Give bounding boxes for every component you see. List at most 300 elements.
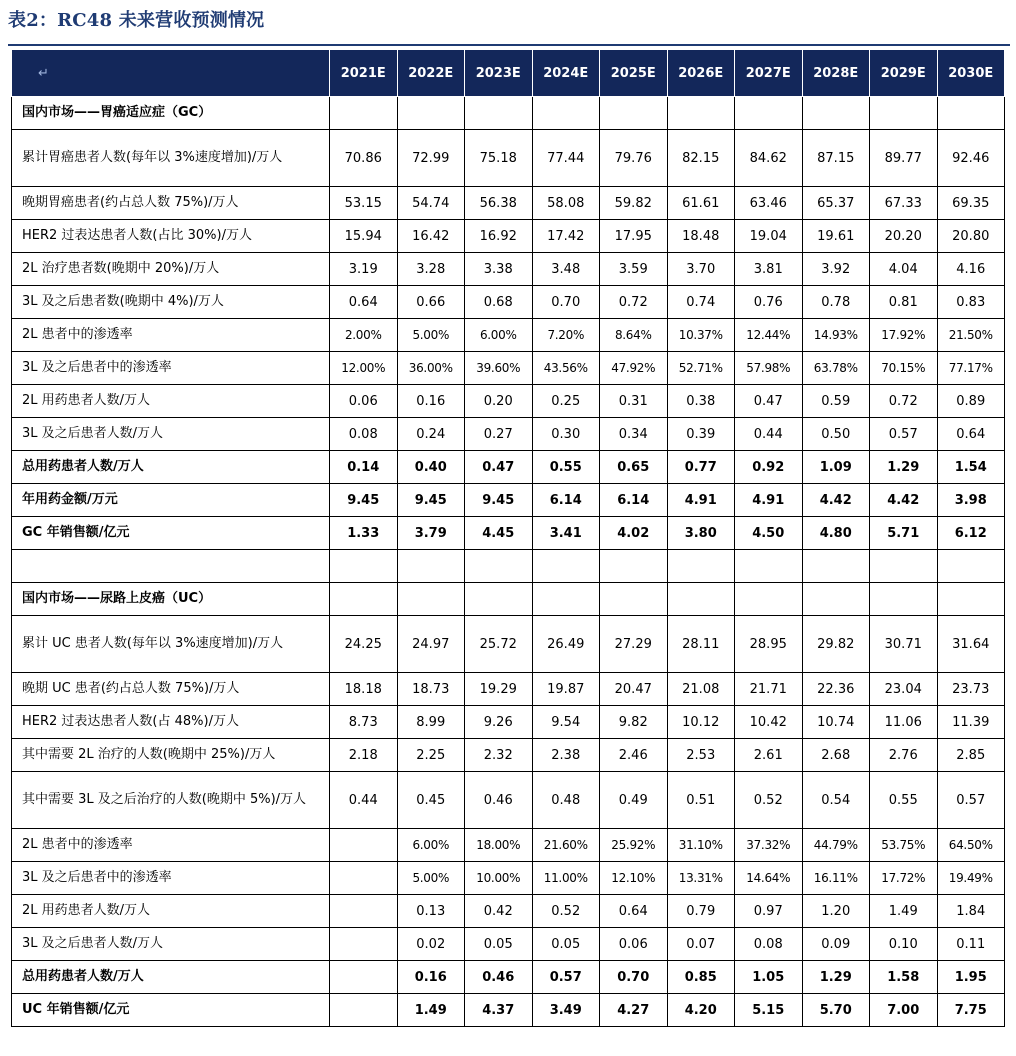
value-cell: 3.28 bbox=[397, 253, 465, 286]
value-cell: 28.11 bbox=[667, 616, 735, 673]
value-cell bbox=[465, 550, 533, 583]
value-cell: 8.99 bbox=[397, 706, 465, 739]
row-label: 2L 用药患者人数/万人 bbox=[12, 385, 330, 418]
value-cell bbox=[735, 97, 803, 130]
value-cell: 9.45 bbox=[465, 484, 533, 517]
value-cell: 4.02 bbox=[600, 517, 668, 550]
value-cell: 3.48 bbox=[532, 253, 600, 286]
row-label: 2L 用药患者人数/万人 bbox=[12, 895, 330, 928]
value-cell: 0.05 bbox=[532, 928, 600, 961]
value-cell: 0.09 bbox=[802, 928, 870, 961]
value-cell: 3.81 bbox=[735, 253, 803, 286]
value-cell: 4.04 bbox=[870, 253, 938, 286]
value-cell: 24.25 bbox=[330, 616, 398, 673]
total-row bbox=[12, 451, 1005, 484]
value-cell: 1.49 bbox=[397, 994, 465, 1027]
row-label bbox=[12, 550, 330, 583]
table-body bbox=[12, 97, 1005, 1027]
row-label: HER2 过表达患者人数(占 48%)/万人 bbox=[12, 706, 330, 739]
table-row bbox=[12, 418, 1005, 451]
value-cell bbox=[465, 97, 533, 130]
value-cell: 12.44% bbox=[735, 319, 803, 352]
value-cell: 0.79 bbox=[667, 895, 735, 928]
row-label: 晚期 UC 患者(约占总人数 75%)/万人 bbox=[12, 673, 330, 706]
table-row bbox=[12, 220, 1005, 253]
value-cell: 0.72 bbox=[870, 385, 938, 418]
value-cell: 0.31 bbox=[600, 385, 668, 418]
value-cell: 37.32% bbox=[735, 829, 803, 862]
value-cell bbox=[532, 583, 600, 616]
value-cell: 0.48 bbox=[532, 772, 600, 829]
table-row bbox=[12, 319, 1005, 352]
value-cell: 20.20 bbox=[870, 220, 938, 253]
value-cell: 2.53 bbox=[667, 739, 735, 772]
value-cell: 21.08 bbox=[667, 673, 735, 706]
value-cell: 17.42 bbox=[532, 220, 600, 253]
value-cell: 0.13 bbox=[397, 895, 465, 928]
value-cell: 19.87 bbox=[532, 673, 600, 706]
value-cell: 0.54 bbox=[802, 772, 870, 829]
title-underline bbox=[8, 44, 1010, 46]
value-cell: 63.78% bbox=[802, 352, 870, 385]
value-cell: 2.18 bbox=[330, 739, 398, 772]
value-cell bbox=[600, 97, 668, 130]
value-cell bbox=[532, 97, 600, 130]
value-cell: 2.61 bbox=[735, 739, 803, 772]
table-row bbox=[12, 928, 1005, 961]
value-cell: 10.00% bbox=[465, 862, 533, 895]
table-row bbox=[12, 862, 1005, 895]
value-cell: 12.00% bbox=[330, 352, 398, 385]
value-cell: 10.74 bbox=[802, 706, 870, 739]
value-cell: 1.49 bbox=[870, 895, 938, 928]
value-cell: 3.70 bbox=[667, 253, 735, 286]
value-cell: 0.89 bbox=[937, 385, 1005, 418]
value-cell: 2.25 bbox=[397, 739, 465, 772]
value-cell: 0.85 bbox=[667, 961, 735, 994]
value-cell: 25.92% bbox=[600, 829, 668, 862]
value-cell: 4.20 bbox=[667, 994, 735, 1027]
value-cell: 6.00% bbox=[397, 829, 465, 862]
value-cell: 4.45 bbox=[465, 517, 533, 550]
year-header: 2021E bbox=[330, 50, 398, 97]
row-label: GC 年销售额/亿元 bbox=[12, 517, 330, 550]
value-cell: 3.19 bbox=[330, 253, 398, 286]
value-cell: 0.46 bbox=[465, 961, 533, 994]
spacer-row bbox=[12, 550, 1005, 583]
value-cell: 20.47 bbox=[600, 673, 668, 706]
value-cell bbox=[465, 583, 533, 616]
value-cell: 14.93% bbox=[802, 319, 870, 352]
value-cell: 25.72 bbox=[465, 616, 533, 673]
forecast-table-container bbox=[11, 49, 1006, 1027]
row-label: 晚期胃癌患者(约占总人数 75%)/万人 bbox=[12, 187, 330, 220]
value-cell: 0.50 bbox=[802, 418, 870, 451]
value-cell: 84.62 bbox=[735, 130, 803, 187]
value-cell: 30.71 bbox=[870, 616, 938, 673]
value-cell: 7.00 bbox=[870, 994, 938, 1027]
row-label: 3L 及之后患者人数/万人 bbox=[12, 928, 330, 961]
value-cell: 18.48 bbox=[667, 220, 735, 253]
value-cell: 63.46 bbox=[735, 187, 803, 220]
table-row bbox=[12, 739, 1005, 772]
value-cell: 0.81 bbox=[870, 286, 938, 319]
value-cell: 21.50% bbox=[937, 319, 1005, 352]
value-cell: 3.98 bbox=[937, 484, 1005, 517]
value-cell: 0.30 bbox=[532, 418, 600, 451]
row-label: 其中需要 2L 治疗的人数(晚期中 25%)/万人 bbox=[12, 739, 330, 772]
value-cell: 1.09 bbox=[802, 451, 870, 484]
value-cell bbox=[667, 550, 735, 583]
value-cell: 1.54 bbox=[937, 451, 1005, 484]
value-cell: 0.47 bbox=[465, 451, 533, 484]
table-row bbox=[12, 130, 1005, 187]
row-label: 3L 及之后患者中的渗透率 bbox=[12, 862, 330, 895]
row-label: 累计 UC 患者人数(每年以 3%速度增加)/万人 bbox=[12, 616, 330, 673]
value-cell: 4.42 bbox=[870, 484, 938, 517]
value-cell: 4.42 bbox=[802, 484, 870, 517]
value-cell: 1.58 bbox=[870, 961, 938, 994]
table-row bbox=[12, 616, 1005, 673]
value-cell: 58.08 bbox=[532, 187, 600, 220]
value-cell bbox=[330, 829, 398, 862]
value-cell: 0.70 bbox=[600, 961, 668, 994]
value-cell: 0.97 bbox=[735, 895, 803, 928]
value-cell: 2.32 bbox=[465, 739, 533, 772]
value-cell: 18.00% bbox=[465, 829, 533, 862]
value-cell: 4.80 bbox=[802, 517, 870, 550]
value-cell: 11.39 bbox=[937, 706, 1005, 739]
value-cell: 0.16 bbox=[397, 385, 465, 418]
value-cell: 19.61 bbox=[802, 220, 870, 253]
value-cell: 12.10% bbox=[600, 862, 668, 895]
value-cell: 3.49 bbox=[532, 994, 600, 1027]
value-cell: 2.85 bbox=[937, 739, 1005, 772]
value-cell: 2.00% bbox=[330, 319, 398, 352]
value-cell bbox=[330, 961, 398, 994]
value-cell bbox=[802, 583, 870, 616]
total-row bbox=[12, 961, 1005, 994]
value-cell: 5.71 bbox=[870, 517, 938, 550]
value-cell bbox=[330, 97, 398, 130]
value-cell: 19.04 bbox=[735, 220, 803, 253]
value-cell: 20.80 bbox=[937, 220, 1005, 253]
value-cell: 53.15 bbox=[330, 187, 398, 220]
total-row bbox=[12, 517, 1005, 550]
value-cell: 1.20 bbox=[802, 895, 870, 928]
value-cell: 0.55 bbox=[532, 451, 600, 484]
total-row bbox=[12, 484, 1005, 517]
year-header: 2024E bbox=[532, 50, 600, 97]
value-cell: 14.64% bbox=[735, 862, 803, 895]
value-cell: 0.20 bbox=[465, 385, 533, 418]
value-cell: 0.38 bbox=[667, 385, 735, 418]
value-cell: 0.52 bbox=[532, 895, 600, 928]
value-cell: 0.83 bbox=[937, 286, 1005, 319]
value-cell: 2.46 bbox=[600, 739, 668, 772]
value-cell: 77.44 bbox=[532, 130, 600, 187]
value-cell: 3.80 bbox=[667, 517, 735, 550]
value-cell: 7.75 bbox=[937, 994, 1005, 1027]
value-cell: 6.14 bbox=[532, 484, 600, 517]
value-cell: 4.27 bbox=[600, 994, 668, 1027]
value-cell: 0.14 bbox=[330, 451, 398, 484]
year-header: 2029E bbox=[870, 50, 938, 97]
row-label: 累计胃癌患者人数(每年以 3%速度增加)/万人 bbox=[12, 130, 330, 187]
value-cell: 59.82 bbox=[600, 187, 668, 220]
value-cell: 70.15% bbox=[870, 352, 938, 385]
value-cell: 77.17% bbox=[937, 352, 1005, 385]
value-cell: 0.16 bbox=[397, 961, 465, 994]
value-cell: 4.50 bbox=[735, 517, 803, 550]
value-cell: 0.64 bbox=[937, 418, 1005, 451]
value-cell: 0.44 bbox=[330, 772, 398, 829]
value-cell: 0.24 bbox=[397, 418, 465, 451]
value-cell: 3.92 bbox=[802, 253, 870, 286]
row-label: 3L 及之后患者数(晚期中 4%)/万人 bbox=[12, 286, 330, 319]
value-cell: 56.38 bbox=[465, 187, 533, 220]
value-cell: 64.50% bbox=[937, 829, 1005, 862]
value-cell: 17.72% bbox=[870, 862, 938, 895]
value-cell: 65.37 bbox=[802, 187, 870, 220]
section-label: 国内市场——尿路上皮癌（UC） bbox=[12, 583, 330, 616]
header-corner: ↵ bbox=[12, 50, 330, 97]
value-cell: 0.47 bbox=[735, 385, 803, 418]
value-cell: 47.92% bbox=[600, 352, 668, 385]
table-row bbox=[12, 253, 1005, 286]
row-label: 3L 及之后患者人数/万人 bbox=[12, 418, 330, 451]
value-cell: 0.07 bbox=[667, 928, 735, 961]
revenue-forecast-table bbox=[11, 49, 1005, 1027]
value-cell: 5.00% bbox=[397, 319, 465, 352]
value-cell bbox=[532, 550, 600, 583]
value-cell: 4.37 bbox=[465, 994, 533, 1027]
value-cell: 11.00% bbox=[532, 862, 600, 895]
value-cell: 31.10% bbox=[667, 829, 735, 862]
year-header: 2022E bbox=[397, 50, 465, 97]
row-label: 3L 及之后患者中的渗透率 bbox=[12, 352, 330, 385]
value-cell bbox=[667, 583, 735, 616]
year-header: 2023E bbox=[465, 50, 533, 97]
value-cell: 13.31% bbox=[667, 862, 735, 895]
value-cell bbox=[330, 994, 398, 1027]
value-cell: 6.00% bbox=[465, 319, 533, 352]
value-cell bbox=[937, 550, 1005, 583]
value-cell: 39.60% bbox=[465, 352, 533, 385]
value-cell: 29.82 bbox=[802, 616, 870, 673]
value-cell: 44.79% bbox=[802, 829, 870, 862]
row-label: 总用药患者人数/万人 bbox=[12, 451, 330, 484]
value-cell: 89.77 bbox=[870, 130, 938, 187]
value-cell: 0.39 bbox=[667, 418, 735, 451]
value-cell: 26.49 bbox=[532, 616, 600, 673]
value-cell: 1.84 bbox=[937, 895, 1005, 928]
value-cell bbox=[330, 895, 398, 928]
value-cell: 4.91 bbox=[735, 484, 803, 517]
value-cell: 1.95 bbox=[937, 961, 1005, 994]
value-cell: 0.59 bbox=[802, 385, 870, 418]
value-cell: 8.73 bbox=[330, 706, 398, 739]
value-cell: 28.95 bbox=[735, 616, 803, 673]
value-cell bbox=[397, 550, 465, 583]
value-cell: 72.99 bbox=[397, 130, 465, 187]
value-cell: 92.46 bbox=[937, 130, 1005, 187]
value-cell bbox=[870, 97, 938, 130]
table-row bbox=[12, 352, 1005, 385]
value-cell: 24.97 bbox=[397, 616, 465, 673]
row-label: 2L 患者中的渗透率 bbox=[12, 829, 330, 862]
value-cell: 0.10 bbox=[870, 928, 938, 961]
value-cell: 0.65 bbox=[600, 451, 668, 484]
value-cell bbox=[937, 97, 1005, 130]
value-cell: 0.92 bbox=[735, 451, 803, 484]
table-row bbox=[12, 895, 1005, 928]
value-cell: 8.64% bbox=[600, 319, 668, 352]
row-label: 年用药金额/万元 bbox=[12, 484, 330, 517]
value-cell: 0.02 bbox=[397, 928, 465, 961]
value-cell: 0.64 bbox=[600, 895, 668, 928]
year-header: 2027E bbox=[735, 50, 803, 97]
value-cell bbox=[735, 583, 803, 616]
value-cell bbox=[330, 583, 398, 616]
value-cell: 9.26 bbox=[465, 706, 533, 739]
value-cell: 0.34 bbox=[600, 418, 668, 451]
value-cell bbox=[937, 583, 1005, 616]
value-cell: 27.29 bbox=[600, 616, 668, 673]
value-cell: 6.12 bbox=[937, 517, 1005, 550]
value-cell: 17.92% bbox=[870, 319, 938, 352]
value-cell: 23.04 bbox=[870, 673, 938, 706]
value-cell: 75.18 bbox=[465, 130, 533, 187]
header-row bbox=[12, 50, 1005, 97]
value-cell: 36.00% bbox=[397, 352, 465, 385]
value-cell: 11.06 bbox=[870, 706, 938, 739]
value-cell: 0.46 bbox=[465, 772, 533, 829]
value-cell: 87.15 bbox=[802, 130, 870, 187]
value-cell: 10.37% bbox=[667, 319, 735, 352]
row-label: 总用药患者人数/万人 bbox=[12, 961, 330, 994]
value-cell: 19.29 bbox=[465, 673, 533, 706]
value-cell bbox=[330, 550, 398, 583]
value-cell: 3.38 bbox=[465, 253, 533, 286]
value-cell: 0.76 bbox=[735, 286, 803, 319]
year-header: 2025E bbox=[600, 50, 668, 97]
value-cell bbox=[870, 550, 938, 583]
value-cell: 0.52 bbox=[735, 772, 803, 829]
value-cell: 1.05 bbox=[735, 961, 803, 994]
value-cell: 52.71% bbox=[667, 352, 735, 385]
value-cell: 0.64 bbox=[330, 286, 398, 319]
table-title: 表2：RC48 未来营收预测情况 bbox=[8, 10, 265, 31]
table-row bbox=[12, 385, 1005, 418]
value-cell: 0.68 bbox=[465, 286, 533, 319]
value-cell bbox=[667, 97, 735, 130]
value-cell: 18.18 bbox=[330, 673, 398, 706]
value-cell: 0.55 bbox=[870, 772, 938, 829]
value-cell: 0.57 bbox=[937, 772, 1005, 829]
year-header: 2030E bbox=[937, 50, 1005, 97]
value-cell: 17.95 bbox=[600, 220, 668, 253]
table-row bbox=[12, 187, 1005, 220]
value-cell: 1.33 bbox=[330, 517, 398, 550]
value-cell: 21.71 bbox=[735, 673, 803, 706]
row-label: HER2 过表达患者人数(占比 30%)/万人 bbox=[12, 220, 330, 253]
table-row bbox=[12, 706, 1005, 739]
value-cell: 16.42 bbox=[397, 220, 465, 253]
value-cell: 9.54 bbox=[532, 706, 600, 739]
value-cell: 7.20% bbox=[532, 319, 600, 352]
value-cell: 3.41 bbox=[532, 517, 600, 550]
row-label: 2L 患者中的渗透率 bbox=[12, 319, 330, 352]
value-cell: 9.45 bbox=[330, 484, 398, 517]
value-cell: 5.15 bbox=[735, 994, 803, 1027]
value-cell: 5.00% bbox=[397, 862, 465, 895]
value-cell: 70.86 bbox=[330, 130, 398, 187]
value-cell: 0.44 bbox=[735, 418, 803, 451]
value-cell: 53.75% bbox=[870, 829, 938, 862]
value-cell bbox=[735, 550, 803, 583]
value-cell: 2.76 bbox=[870, 739, 938, 772]
value-cell bbox=[870, 583, 938, 616]
row-label: 其中需要 3L 及之后治疗的人数(晚期中 5%)/万人 bbox=[12, 772, 330, 829]
value-cell bbox=[397, 97, 465, 130]
table-row bbox=[12, 286, 1005, 319]
value-cell: 0.08 bbox=[330, 418, 398, 451]
value-cell: 79.76 bbox=[600, 130, 668, 187]
value-cell bbox=[600, 550, 668, 583]
value-cell: 9.45 bbox=[397, 484, 465, 517]
value-cell: 0.66 bbox=[397, 286, 465, 319]
value-cell: 0.57 bbox=[532, 961, 600, 994]
value-cell: 19.49% bbox=[937, 862, 1005, 895]
value-cell bbox=[330, 862, 398, 895]
value-cell: 82.15 bbox=[667, 130, 735, 187]
value-cell: 1.29 bbox=[870, 451, 938, 484]
value-cell: 57.98% bbox=[735, 352, 803, 385]
value-cell: 4.91 bbox=[667, 484, 735, 517]
value-cell: 0.06 bbox=[600, 928, 668, 961]
row-label: UC 年销售额/亿元 bbox=[12, 994, 330, 1027]
value-cell: 5.70 bbox=[802, 994, 870, 1027]
value-cell: 0.05 bbox=[465, 928, 533, 961]
section-header-row bbox=[12, 583, 1005, 616]
value-cell: 23.73 bbox=[937, 673, 1005, 706]
value-cell: 0.49 bbox=[600, 772, 668, 829]
value-cell bbox=[600, 583, 668, 616]
value-cell: 10.42 bbox=[735, 706, 803, 739]
value-cell: 22.36 bbox=[802, 673, 870, 706]
year-header: 2028E bbox=[802, 50, 870, 97]
value-cell: 9.82 bbox=[600, 706, 668, 739]
section-header-row bbox=[12, 97, 1005, 130]
value-cell: 16.11% bbox=[802, 862, 870, 895]
value-cell: 2.38 bbox=[532, 739, 600, 772]
value-cell bbox=[802, 550, 870, 583]
value-cell: 0.27 bbox=[465, 418, 533, 451]
value-cell: 31.64 bbox=[937, 616, 1005, 673]
value-cell: 69.35 bbox=[937, 187, 1005, 220]
value-cell: 3.59 bbox=[600, 253, 668, 286]
value-cell: 0.45 bbox=[397, 772, 465, 829]
value-cell: 0.40 bbox=[397, 451, 465, 484]
value-cell: 0.11 bbox=[937, 928, 1005, 961]
value-cell: 16.92 bbox=[465, 220, 533, 253]
value-cell: 43.56% bbox=[532, 352, 600, 385]
value-cell: 2.68 bbox=[802, 739, 870, 772]
table-row bbox=[12, 772, 1005, 829]
value-cell: 0.77 bbox=[667, 451, 735, 484]
value-cell: 61.61 bbox=[667, 187, 735, 220]
